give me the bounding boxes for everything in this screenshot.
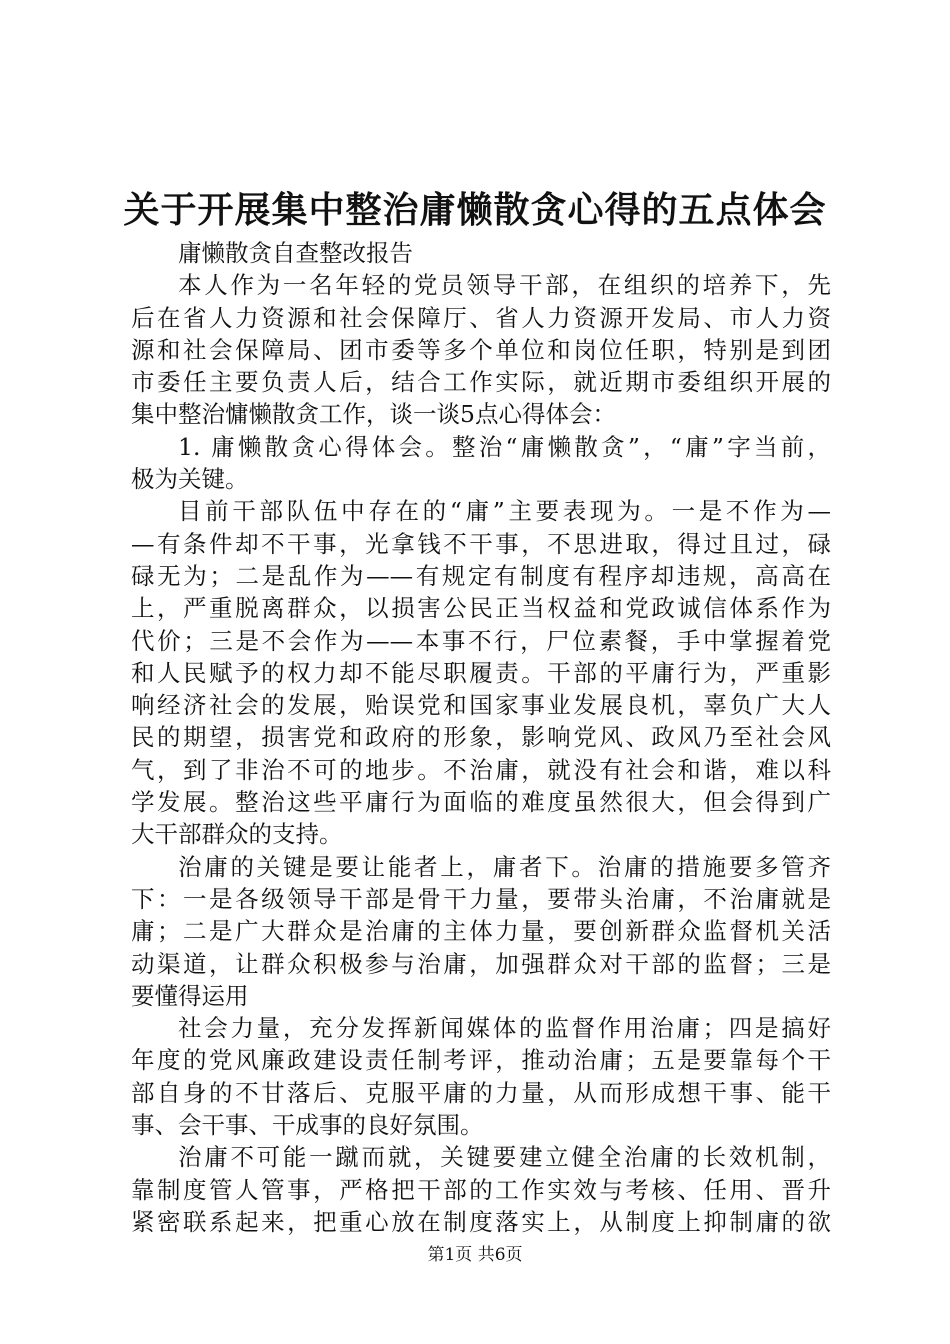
text-line: 1. 庸懒散贪心得体会。整治“庸懒散贪”，“庸”字当前， [178,432,831,461]
text-line: 气，到了非治不可的地步。不治庸，就没有社会和谐，难以科 [131,755,831,784]
text-line: 代价；三是不会作为——本事不行，尸位素餐，手中掌握着党 [131,626,831,655]
text-line: 大干部群众的支持。 [131,820,343,849]
text-line: 集中整治慵懒散贪工作，谈一谈5点心得体会： [131,400,616,429]
text-line: 源和社会保障局、团市委等多个单位和岗位任职，特别是到团 [131,335,831,364]
text-line: 响经济社会的发展，贻误党和国家事业发展良机，辜负广大人 [131,691,831,720]
text-line: 社会力量，充分发挥新闻媒体的监督作用治庸；四是搞好 [178,1014,831,1043]
text-line: —有条件却不干事，光拿钱不干事，不思进取，得过且过，碌 [131,529,831,558]
text-line: 和人民赋予的权力却不能尽职履责。干部的平庸行为，严重影 [131,658,831,687]
text-line: 治庸的关键是要让能者上，庸者下。治庸的措施要多管齐 [178,852,831,881]
text-line: 碌无为；二是乱作为——有规定有制度有程序却违规，高高在 [131,561,831,590]
text-line: 部自身的不甘落后、克服平庸的力量，从而形成想干事、能干 [131,1078,831,1107]
text-line: 下：一是各级领导干部是骨干力量，要带头治庸，不治庸就是 [131,884,831,913]
text-line: 后在省人力资源和社会保障厅、省人力资源开发局、市人力资 [131,303,831,332]
text-line: 本人作为一名年轻的党员领导干部，在组织的培养下，先 [178,271,831,300]
document-title: 关于开展集中整治庸懒散贪心得的五点体会 [123,189,827,231]
text-line: 学发展。整治这些平庸行为面临的难度虽然很大，但会得到广 [131,788,831,817]
text-line: 市委任主要负责人后，结合工作实际，就近期市委组织开展的 [131,368,831,397]
document-body [131,237,831,1238]
text-line: 动渠道，让群众积极参与治庸，加强群众对干部的监督；三是 [131,949,831,978]
text-line: 民的期望，损害党和政府的形象，影响党风、政风乃至社会风 [131,723,831,752]
text-line: 极为关键。 [131,465,249,494]
text-line: 治庸不可能一蹴而就，关键要建立健全治庸的长效机制， [178,1143,831,1172]
text-line: 靠制度管人管事，严格把干部的工作实效与考核、任用、晋升 [131,1175,831,1204]
text-line: 事、会干事、干成事的良好氛围。 [131,1111,484,1140]
text-line: 庸；二是广大群众是治庸的主体力量，要创新群众监督机关活 [131,917,831,946]
text-line: 庸懒散贪自查整改报告 [178,239,413,267]
page-footer: 第1页 共6页 [427,1245,523,1265]
text-line: 紧密联系起来，把重心放在制度落实上，从制度上抑制庸的欲 [131,1207,831,1236]
text-line: 年度的党风廉政建设责任制考评，推动治庸；五是要靠每个干 [131,1046,831,1075]
text-line: 上，严重脱离群众，以损害公民正当权益和党政诚信体系作为 [131,594,831,623]
text-line: 目前干部队伍中存在的“庸”主要表现为。一是不作为— [178,497,831,526]
text-line: 要懂得运用 [131,981,249,1010]
